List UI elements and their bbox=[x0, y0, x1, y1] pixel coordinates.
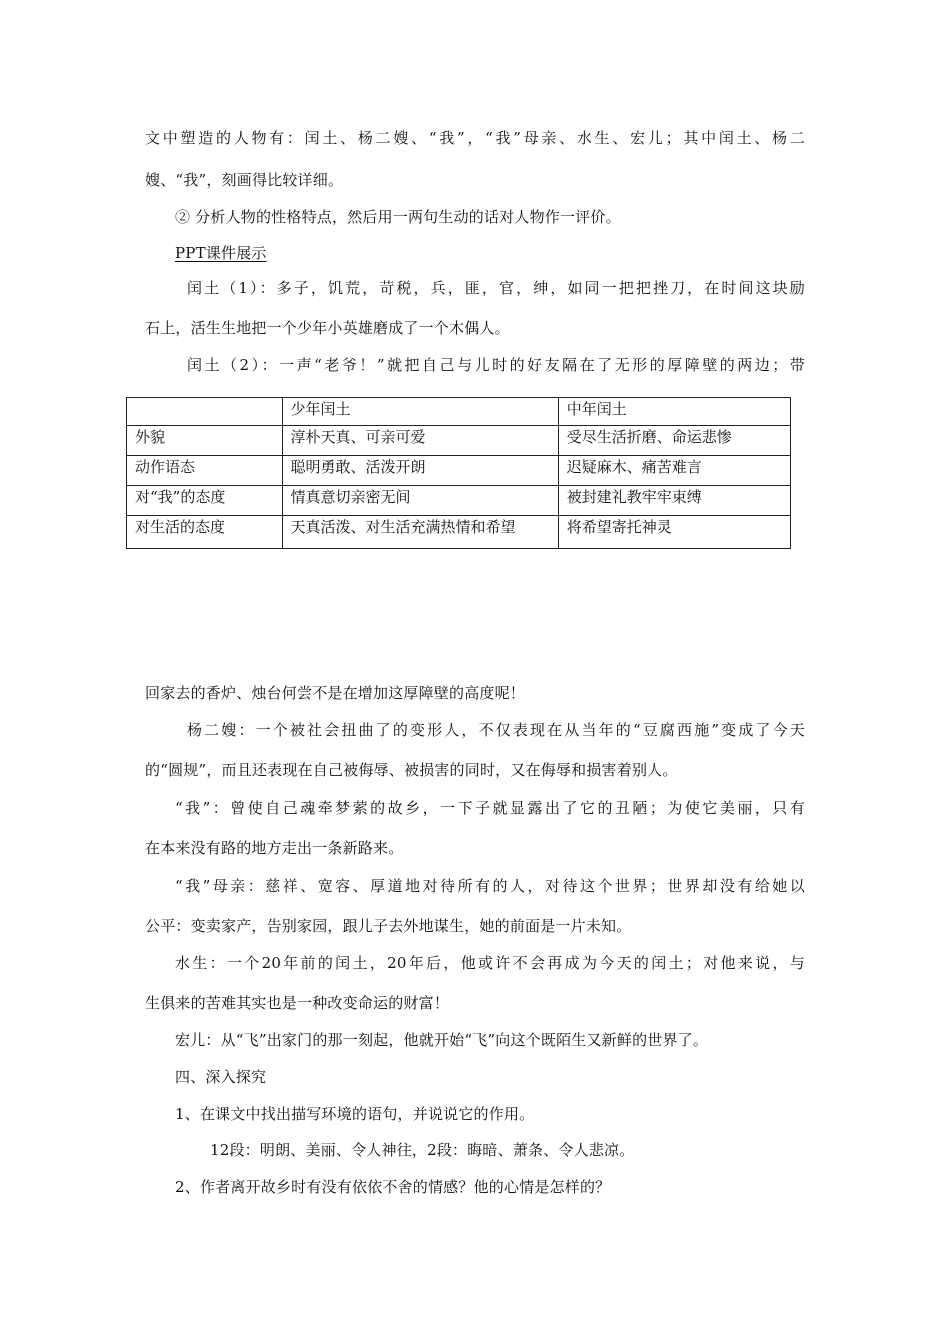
table-cell: 被封建礼教牢牢束缚 bbox=[558, 486, 790, 516]
mother-line2: 公平：变卖家产，告别家园，跟儿子去外地谋生，她的前面是一片未知。 bbox=[145, 917, 632, 935]
question-1: 1、在课文中找出描写环境的语句，并说说它的作用。 bbox=[175, 1105, 535, 1123]
ppt-heading: PPT课件展示 bbox=[175, 244, 267, 262]
honger-line: 宏儿：从“飞”出家门的那一刻起，他就开始“飞”向这个既陌生又新鲜的世界了。 bbox=[175, 1031, 709, 1049]
table-cell: 天真活泼、对生活充满热情和希望 bbox=[282, 516, 558, 549]
table-header-cell: 中年闰土 bbox=[558, 398, 790, 426]
table-row bbox=[127, 426, 791, 456]
table-cell: 对生活的态度 bbox=[127, 516, 283, 549]
yang-ersao-line2: 的“圆规”，而且还表现在自己被侮辱、被损害的同时，又在侮辱和损害着别人。 bbox=[145, 761, 678, 779]
runtu-comparison-table bbox=[126, 397, 791, 549]
table-cell: 外貌 bbox=[127, 426, 283, 456]
runtu-1-line1: 闰土（1）：多子，饥荒，苛税，兵，匪，官，绅，如同一把把挫刀，在时间这块励 bbox=[187, 279, 805, 297]
runtu-2-line1: 闰土（2）：一声“老爷！”就把自己与儿时的好友隔在了无形的厚障壁的两边；带 bbox=[187, 356, 805, 374]
table-header-row bbox=[127, 398, 791, 426]
paragraph-characters-line1: 文中塑造的人物有：闰土、杨二嫂、“我”，“我”母亲、水生、宏儿；其中闰土、杨二 bbox=[145, 129, 805, 147]
table-row bbox=[127, 456, 791, 486]
shuisheng-line1: 水生：一个20年前的闰土，20年后，他或许不会再成为今天的闰土；对他来说，与 bbox=[175, 954, 805, 972]
table-cell: 情真意切亲密无间 bbox=[282, 486, 558, 516]
table-row bbox=[127, 486, 791, 516]
question-2: 2、作者离开故乡时有没有依依不舍的情感？他的心情是怎样的？ bbox=[175, 1178, 611, 1196]
table-header-cell: 少年闰土 bbox=[282, 398, 558, 426]
paragraph-characters-line2: 嫂、“我”，刻画得比较详细。 bbox=[145, 171, 344, 189]
yang-ersao-line1: 杨二嫂：一个被社会扭曲了的变形人，不仅表现在从当年的“豆腐西施”变成了今天 bbox=[187, 721, 805, 739]
table-cell: 将希望寄托神灵 bbox=[558, 516, 790, 549]
paragraph-analysis-instruction: ② 分析人物的性格特点，然后用一两句生动的话对人物作一评价。 bbox=[175, 208, 621, 226]
me-line2: 在本来没有路的地方走出一条新路来。 bbox=[145, 839, 404, 857]
section-four-heading: 四、深入探究 bbox=[175, 1068, 267, 1086]
answer-1: 12段：明朗、美丽、令人神往，2段：晦暗、萧条、令人悲凉。 bbox=[210, 1141, 635, 1159]
table-cell: 对“我”的态度 bbox=[127, 486, 283, 516]
table-cell: 淳朴天真、可亲可爱 bbox=[282, 426, 558, 456]
table-cell: 动作语态 bbox=[127, 456, 283, 486]
table-cell: 受尽生活折磨、命运悲惨 bbox=[558, 426, 790, 456]
table-row bbox=[127, 516, 791, 549]
runtu-1-line2: 石上，活生生地把一个少年小英雄磨成了一个木偶人。 bbox=[145, 319, 510, 337]
table-cell: 迟疑麻木、痛苦难言 bbox=[558, 456, 790, 486]
shuisheng-line2: 生俱来的苦难其实也是一种改变命运的财富！ bbox=[145, 994, 450, 1012]
mother-line1: “我”母亲：慈祥、宽容、厚道地对待所有的人，对待这个世界；世界却没有给她以 bbox=[175, 877, 805, 895]
runtu-2-line2: 回家去的香炉、烛台何尝不是在增加这厚障壁的高度呢！ bbox=[145, 684, 526, 702]
table-header-cell bbox=[127, 398, 283, 426]
me-line1: “我”：曾使自己魂牵梦萦的故乡，一下子就显露出了它的丑陋；为使它美丽，只有 bbox=[175, 799, 805, 817]
table-cell: 聪明勇敢、活泼开朗 bbox=[282, 456, 558, 486]
